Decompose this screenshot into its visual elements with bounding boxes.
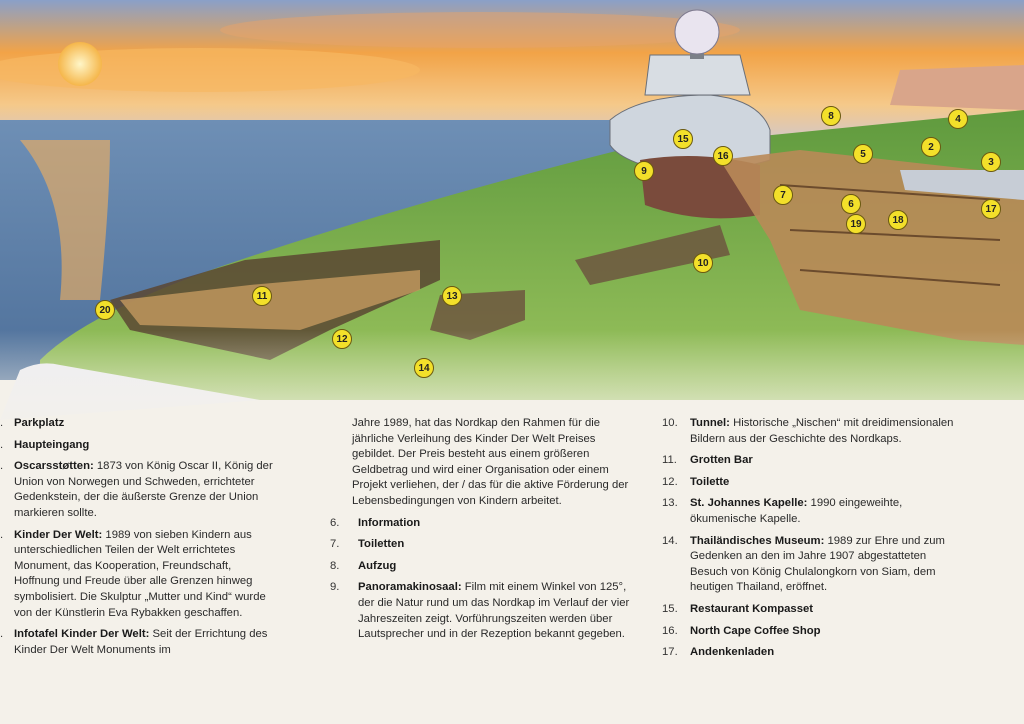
- legend-column-3: [662, 416, 962, 667]
- map-marker[interactable]: 20: [95, 300, 115, 320]
- legend-item: 6. Information: [330, 516, 421, 529]
- legend-item: 17. Andenkenladen: [662, 646, 775, 659]
- sun: [58, 42, 102, 86]
- legend-item: 14. Thailändisches Museum: 1989 zur Ehre und zum Gedenken an den im Jahre 1907 abgestatteten Besuch von König Chulalongkorn von Siam, dem heutigen Thailand, eröffnet.: [662, 534, 945, 594]
- legend-item: 7. Toiletten: [330, 538, 405, 551]
- map-marker[interactable]: 8: [821, 106, 841, 126]
- globe-monument: [675, 10, 719, 54]
- legend-item: 11. Grotten Bar: [662, 454, 753, 467]
- map-marker[interactable]: 11: [252, 286, 272, 306]
- legend-item: 16. North Cape Coffee Shop: [662, 624, 821, 637]
- map-marker[interactable]: 18: [888, 210, 908, 230]
- legend-item: 13. St. Johannes Kapelle: 1990 eingeweihte, ökumenische Kapelle.: [662, 497, 903, 525]
- legend-item: 9. Panoramakinosaal: Film mit einem Winkel von 125°, der die Natur rund um das Nordkap im Verlauf der vier Jahreszeiten zeigt. Vorführungszeiten werden über Lautsprecher und in der Rezeption bekannt gegeben.: [330, 581, 630, 641]
- distant-cliff: [890, 65, 1024, 110]
- legend-item: 8. Aufzug: [330, 559, 397, 572]
- map-marker[interactable]: 7: [773, 185, 793, 205]
- legend-item: 15. Restaurant Kompasset: [662, 602, 814, 615]
- map-marker[interactable]: 10: [693, 253, 713, 273]
- map-marker[interactable]: 9: [634, 161, 654, 181]
- legend-item: 10. Tunnel: Historische „Nischen“ mit dreidimensionalen Bildern aus der Geschichte des Nordkaps.: [662, 417, 954, 445]
- legend-item: . Oscarsstøtten: 1873 von König Oscar II, König der Union von Norwegen und Schweden, errichteter Gedenkstein, der die äußerste Grenze der Union markieren sollte.: [0, 460, 273, 519]
- legend-item: 12. Toilette: [662, 475, 730, 488]
- map-marker[interactable]: 17: [981, 199, 1001, 219]
- map-marker[interactable]: 5: [853, 144, 873, 164]
- legend-item: . Infotafel Kinder Der Welt: Seit der Errichtung des Kinder Der Welt Monuments im: [0, 628, 268, 656]
- map-marker[interactable]: 3: [981, 152, 1001, 172]
- map-marker[interactable]: 2: [921, 137, 941, 157]
- map-marker[interactable]: 13: [442, 286, 462, 306]
- legend-column-1: [0, 416, 280, 664]
- map-marker[interactable]: 12: [332, 329, 352, 349]
- legend-item: . Parkplatz: [0, 417, 65, 429]
- legend-item: . Kinder Der Welt: 1989 von sieben Kindern aus unterschiedlichen Teilen der Welt errichtetes Monument, das Kooperation, Freundschaft, Hoffnung und Freude über alle Grenzen hinweg symbolisiert. Die Skulptur „Mutter und Kind“ wurde von der Künstlerin Eva Rybakken geschaffen.: [0, 528, 266, 619]
- legend-continuation: Jahre 1989, hat das Nordkap den Rahmen für die jährliche Verleihung des Kinder Der Welt Preises gebildet. Der Preis besteht aus einem größeren Geldbetrag und wird einer Organisation oder einem Projekt verliehen, der / das für die aktive Förderung der Lebensbedingungen von Kindern arbeitet.: [352, 417, 629, 507]
- map-marker[interactable]: 4: [948, 109, 968, 129]
- map-marker[interactable]: 14: [414, 358, 434, 378]
- map-marker[interactable]: 6: [841, 194, 861, 214]
- map-marker[interactable]: 19: [846, 214, 866, 234]
- map-marker[interactable]: 15: [673, 129, 693, 149]
- legend-item: . Haupteingang: [0, 438, 90, 451]
- map-marker[interactable]: 16: [713, 146, 733, 166]
- legend-column-2: [330, 416, 630, 649]
